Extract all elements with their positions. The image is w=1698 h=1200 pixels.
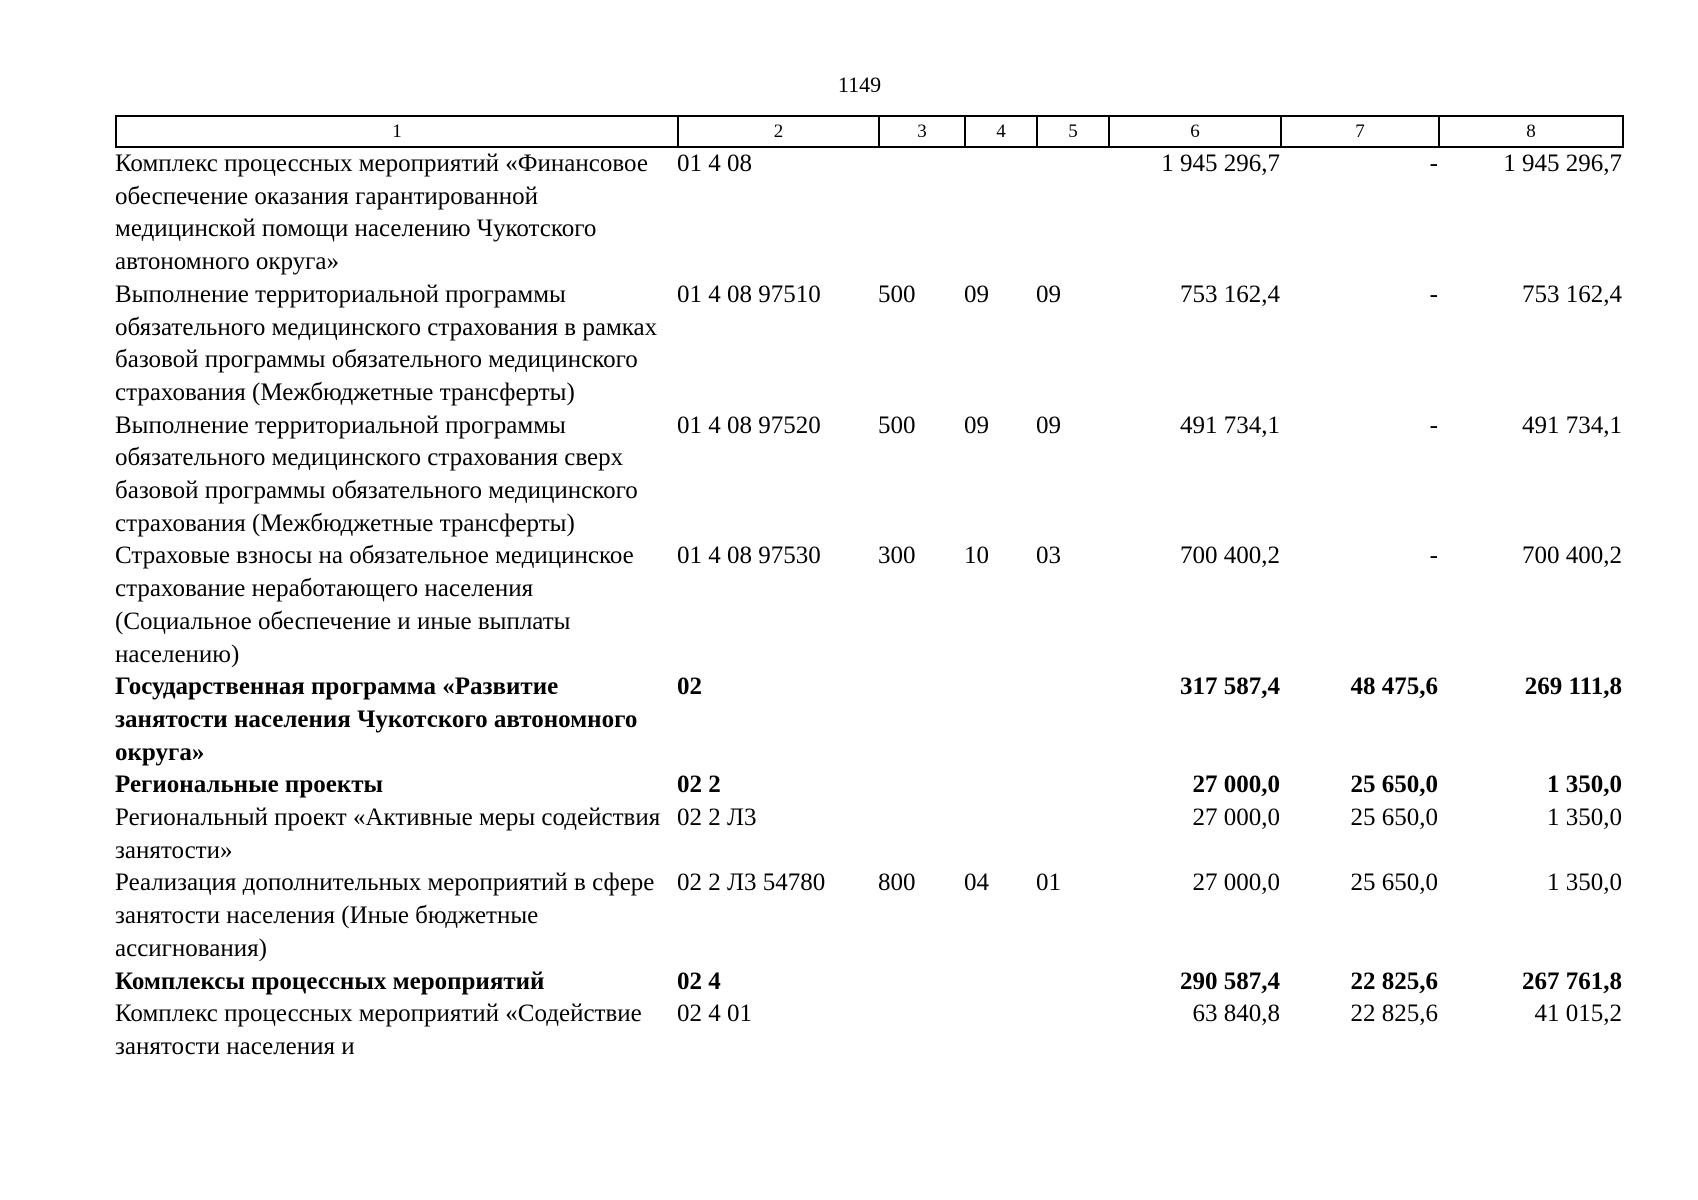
budget-table <box>115 148 1622 1064</box>
row-code: 02 2 Л3 54780 <box>677 869 826 897</box>
row-expense-type: 800 <box>878 869 916 897</box>
row-expense-type: 500 <box>878 411 916 439</box>
row-subsection <box>1036 148 1108 279</box>
row-name: Комплексы процессных мероприятий <box>115 967 545 995</box>
table-body <box>115 148 1622 1064</box>
row-district-funds: 1 350,0 <box>1547 804 1622 832</box>
row-section: 09 <box>964 411 989 439</box>
row-name: Комплекс процессных мероприятий «Содействие занятости населения и <box>115 1000 642 1060</box>
table-row <box>115 279 1622 410</box>
row-total: 700 400,2 <box>1180 542 1280 570</box>
row-total: 27 000,0 <box>1192 804 1280 832</box>
table-row <box>115 148 1622 279</box>
row-total: 317 587,4 <box>1180 673 1280 701</box>
row-subsection <box>1036 966 1108 999</box>
row-code: 02 <box>677 673 702 701</box>
row-subsection: 09 <box>1036 411 1061 439</box>
row-district-funds: 267 761,8 <box>1522 967 1622 995</box>
row-total: 491 734,1 <box>1180 411 1280 439</box>
row-name: Реализация дополнительных мероприятий в сфере занятости населения (Иные бюджетные ассигнования) <box>115 869 655 962</box>
table-row <box>115 540 1622 671</box>
row-code: 02 4 <box>677 967 721 995</box>
row-federal-funds: 25 650,0 <box>1350 804 1438 832</box>
row-expense-type <box>878 148 964 279</box>
row-district-funds: 1 350,0 <box>1547 771 1622 799</box>
row-section <box>964 769 1036 802</box>
row-expense-type <box>878 769 964 802</box>
row-section <box>964 148 1036 279</box>
table-row <box>115 802 1622 867</box>
row-subsection <box>1036 671 1108 769</box>
row-section: 04 <box>964 869 989 897</box>
column-header: 4 <box>965 116 1037 147</box>
row-section <box>964 998 1036 1063</box>
row-total: 63 840,8 <box>1192 1000 1280 1028</box>
column-header-row <box>116 116 1623 147</box>
row-total: 27 000,0 <box>1192 771 1280 799</box>
table-row <box>115 966 1622 999</box>
row-subsection <box>1036 998 1108 1063</box>
row-code: 01 4 08 97510 <box>677 280 821 308</box>
row-section <box>964 671 1036 769</box>
row-federal-funds: 22 825,6 <box>1350 967 1438 995</box>
row-code: 01 4 08 <box>677 150 752 177</box>
row-federal-funds: 22 825,6 <box>1350 1000 1438 1028</box>
column-header-table <box>115 115 1624 148</box>
column-header: 3 <box>879 116 965 147</box>
row-subsection: 09 <box>1036 280 1061 308</box>
row-section: 10 <box>964 542 989 570</box>
row-federal-funds: - <box>1429 280 1438 308</box>
row-expense-type: 300 <box>878 542 916 570</box>
row-total: 290 587,4 <box>1180 967 1280 995</box>
row-name: Региональный проект «Активные меры содействия занятости» <box>115 804 661 864</box>
column-header: 7 <box>1281 116 1439 147</box>
row-expense-type <box>878 966 964 999</box>
row-subsection: 03 <box>1036 542 1061 570</box>
row-district-funds: 700 400,2 <box>1522 542 1622 570</box>
row-federal-funds: 25 650,0 <box>1350 869 1438 897</box>
row-subsection <box>1036 802 1108 867</box>
row-subsection: 01 <box>1036 869 1061 897</box>
row-expense-type <box>878 671 964 769</box>
row-code: 01 4 08 97530 <box>677 542 821 570</box>
row-total: 1 945 296,7 <box>1161 150 1280 177</box>
row-expense-type <box>878 802 964 867</box>
row-federal-funds: 48 475,6 <box>1350 673 1438 701</box>
row-district-funds: 269 111,8 <box>1524 673 1622 701</box>
row-expense-type <box>878 998 964 1063</box>
row-federal-funds: 25 650,0 <box>1350 771 1438 799</box>
row-total: 753 162,4 <box>1180 280 1280 308</box>
page-number: 1149 <box>837 72 882 97</box>
row-name: Комплекс процессных мероприятий «Финансовое обеспечение оказания гарантированной медицинской помощи населению Чукотского автономного округа» <box>115 150 648 276</box>
row-federal-funds: - <box>1429 542 1438 570</box>
table-row <box>115 769 1622 802</box>
table-row <box>115 671 1622 769</box>
column-header: 2 <box>678 116 879 147</box>
row-code: 02 2 Л3 <box>677 804 757 832</box>
row-code: 02 4 01 <box>677 1000 752 1028</box>
row-federal-funds: - <box>1429 150 1438 177</box>
row-name: Региональные проекты <box>115 771 384 799</box>
row-section <box>964 966 1036 999</box>
row-subsection <box>1036 769 1108 802</box>
column-header: 5 <box>1037 116 1109 147</box>
row-name: Выполнение территориальной программы обязательного медицинского страхования сверх базовой программы обязательного медицинского страхования (Межбюджетные трансферты) <box>115 411 638 537</box>
table-row <box>115 998 1622 1063</box>
row-district-funds: 41 015,2 <box>1534 1000 1622 1028</box>
row-section <box>964 802 1036 867</box>
row-district-funds: 753 162,4 <box>1522 280 1622 308</box>
table-row <box>115 410 1622 541</box>
row-federal-funds: - <box>1429 411 1438 439</box>
row-district-funds: 491 734,1 <box>1522 411 1622 439</box>
row-expense-type: 500 <box>878 280 916 308</box>
row-name: Страховые взносы на обязательное медицинское страхование неработающего населения (Социальное обеспечение и иные выплаты населению) <box>115 542 634 668</box>
column-header: 1 <box>116 116 678 147</box>
row-code: 02 2 <box>677 771 721 799</box>
column-header: 8 <box>1439 116 1623 147</box>
row-code: 01 4 08 97520 <box>677 411 821 439</box>
row-section: 09 <box>964 280 989 308</box>
row-name: Выполнение территориальной программы обязательного медицинского страхования в рамках базовой программы обязательного медицинского страхования (Межбюджетные трансферты) <box>115 280 658 406</box>
row-total: 27 000,0 <box>1192 869 1280 897</box>
row-district-funds: 1 350,0 <box>1547 869 1622 897</box>
column-header: 6 <box>1109 116 1281 147</box>
row-district-funds: 1 945 296,7 <box>1503 150 1622 177</box>
table-row <box>115 867 1622 965</box>
row-name: Государственная программа «Развитие занятости населения Чукотского автономного округа» <box>115 673 638 766</box>
